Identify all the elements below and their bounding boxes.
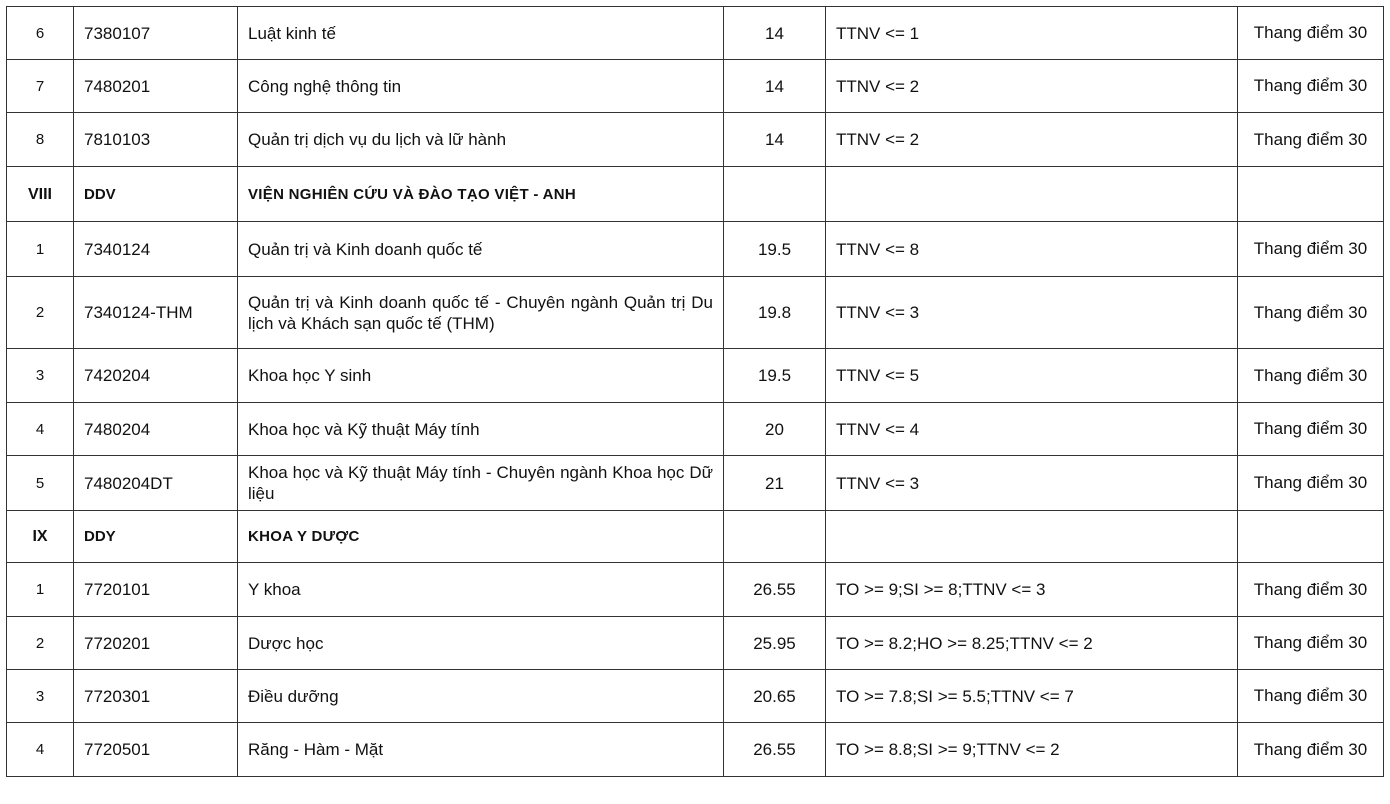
score-scale-note: Thang điểm 30 (1238, 617, 1384, 670)
admission-condition: TO >= 8.2;HO >= 8.25;TTNV <= 2 (826, 617, 1238, 670)
row-number: 1 (7, 563, 74, 617)
cutoff-score: 14 (724, 60, 826, 113)
program-code: 7340124 (74, 222, 238, 277)
row-number: VIII (7, 167, 74, 222)
score-scale-note: Thang điểm 30 (1238, 349, 1384, 403)
admission-condition: TTNV <= 1 (826, 7, 1238, 60)
program-name: Răng - Hàm - Mặt (238, 723, 724, 777)
table-row (7, 723, 1384, 777)
cutoff-score: 19.5 (724, 349, 826, 403)
program-code: DDY (74, 511, 238, 563)
row-number: 4 (7, 403, 74, 456)
admission-condition: TTNV <= 3 (826, 277, 1238, 349)
table-row (7, 563, 1384, 617)
admission-condition: TTNV <= 2 (826, 113, 1238, 167)
program-name: KHOA Y DƯỢC (238, 511, 724, 563)
score-scale-note: Thang điểm 30 (1238, 222, 1384, 277)
admission-condition: TTNV <= 5 (826, 349, 1238, 403)
program-code: 7380107 (74, 7, 238, 60)
program-code: 7720101 (74, 563, 238, 617)
program-name: Công nghệ thông tin (238, 60, 724, 113)
admission-condition: TTNV <= 3 (826, 456, 1238, 511)
score-scale-note (1238, 167, 1384, 222)
admission-scores-table (6, 6, 1384, 777)
admission-condition: TTNV <= 4 (826, 403, 1238, 456)
cutoff-score: 14 (724, 113, 826, 167)
row-number: 8 (7, 113, 74, 167)
admission-condition (826, 511, 1238, 563)
score-scale-note: Thang điểm 30 (1238, 113, 1384, 167)
program-name: Luật kinh tế (238, 7, 724, 60)
program-code: 7480204 (74, 403, 238, 456)
cutoff-score: 19.8 (724, 277, 826, 349)
admission-condition: TO >= 7.8;SI >= 5.5;TTNV <= 7 (826, 670, 1238, 723)
table-row (7, 456, 1384, 511)
score-scale-note (1238, 511, 1384, 563)
program-name: Quản trị và Kinh doanh quốc tế (238, 222, 724, 277)
program-name: Khoa học và Kỹ thuật Máy tính (238, 403, 724, 456)
score-scale-note: Thang điểm 30 (1238, 60, 1384, 113)
row-number: 3 (7, 670, 74, 723)
program-code: 7480201 (74, 60, 238, 113)
cutoff-score: 26.55 (724, 723, 826, 777)
program-name: Dược học (238, 617, 724, 670)
score-scale-note: Thang điểm 30 (1238, 563, 1384, 617)
cutoff-score: 19.5 (724, 222, 826, 277)
cutoff-score: 26.55 (724, 563, 826, 617)
table-row (7, 7, 1384, 60)
score-scale-note: Thang điểm 30 (1238, 670, 1384, 723)
admission-condition: TTNV <= 2 (826, 60, 1238, 113)
program-name: Quản trị dịch vụ du lịch và lữ hành (238, 113, 724, 167)
score-scale-note: Thang điểm 30 (1238, 403, 1384, 456)
table-row (7, 222, 1384, 277)
row-number: 7 (7, 60, 74, 113)
row-number: 4 (7, 723, 74, 777)
cutoff-score: 20 (724, 403, 826, 456)
score-scale-note: Thang điểm 30 (1238, 723, 1384, 777)
row-number: 2 (7, 277, 74, 349)
score-scale-note: Thang điểm 30 (1238, 277, 1384, 349)
table-row (7, 670, 1384, 723)
group-header-row (7, 511, 1384, 563)
program-name: Quản trị và Kinh doanh quốc tế - Chuyên ngành Quản trị Du lịch và Khách sạn quốc tế (THM) (238, 277, 724, 349)
admission-condition: TO >= 8.8;SI >= 9;TTNV <= 2 (826, 723, 1238, 777)
admission-condition: TTNV <= 8 (826, 222, 1238, 277)
table-row (7, 403, 1384, 456)
cutoff-score: 21 (724, 456, 826, 511)
program-name: Điều dưỡng (238, 670, 724, 723)
program-code: 7810103 (74, 113, 238, 167)
program-name: Khoa học Y sinh (238, 349, 724, 403)
program-code: DDV (74, 167, 238, 222)
cutoff-score: 14 (724, 7, 826, 60)
program-code: 7720201 (74, 617, 238, 670)
program-code: 7720501 (74, 723, 238, 777)
admission-condition (826, 167, 1238, 222)
cutoff-score: 25.95 (724, 617, 826, 670)
admission-condition: TO >= 9;SI >= 8;TTNV <= 3 (826, 563, 1238, 617)
score-scale-note: Thang điểm 30 (1238, 456, 1384, 511)
table-row (7, 349, 1384, 403)
cutoff-score (724, 167, 826, 222)
program-code: 7420204 (74, 349, 238, 403)
program-name: Khoa học và Kỹ thuật Máy tính - Chuyên ngành Khoa học Dữ liệu (238, 456, 724, 511)
row-number: 2 (7, 617, 74, 670)
row-number: 3 (7, 349, 74, 403)
row-number: 1 (7, 222, 74, 277)
row-number: 6 (7, 7, 74, 60)
score-scale-note: Thang điểm 30 (1238, 7, 1384, 60)
row-number: 5 (7, 456, 74, 511)
table-row (7, 60, 1384, 113)
cutoff-score (724, 511, 826, 563)
program-name: VIỆN NGHIÊN CỨU VÀ ĐÀO TẠO VIỆT - ANH (238, 167, 724, 222)
row-number: IX (7, 511, 74, 563)
group-header-row (7, 167, 1384, 222)
table-row (7, 617, 1384, 670)
table-row (7, 277, 1384, 349)
program-code: 7340124-THM (74, 277, 238, 349)
program-code: 7480204DT (74, 456, 238, 511)
program-name: Y khoa (238, 563, 724, 617)
program-code: 7720301 (74, 670, 238, 723)
cutoff-score: 20.65 (724, 670, 826, 723)
table-row (7, 113, 1384, 167)
